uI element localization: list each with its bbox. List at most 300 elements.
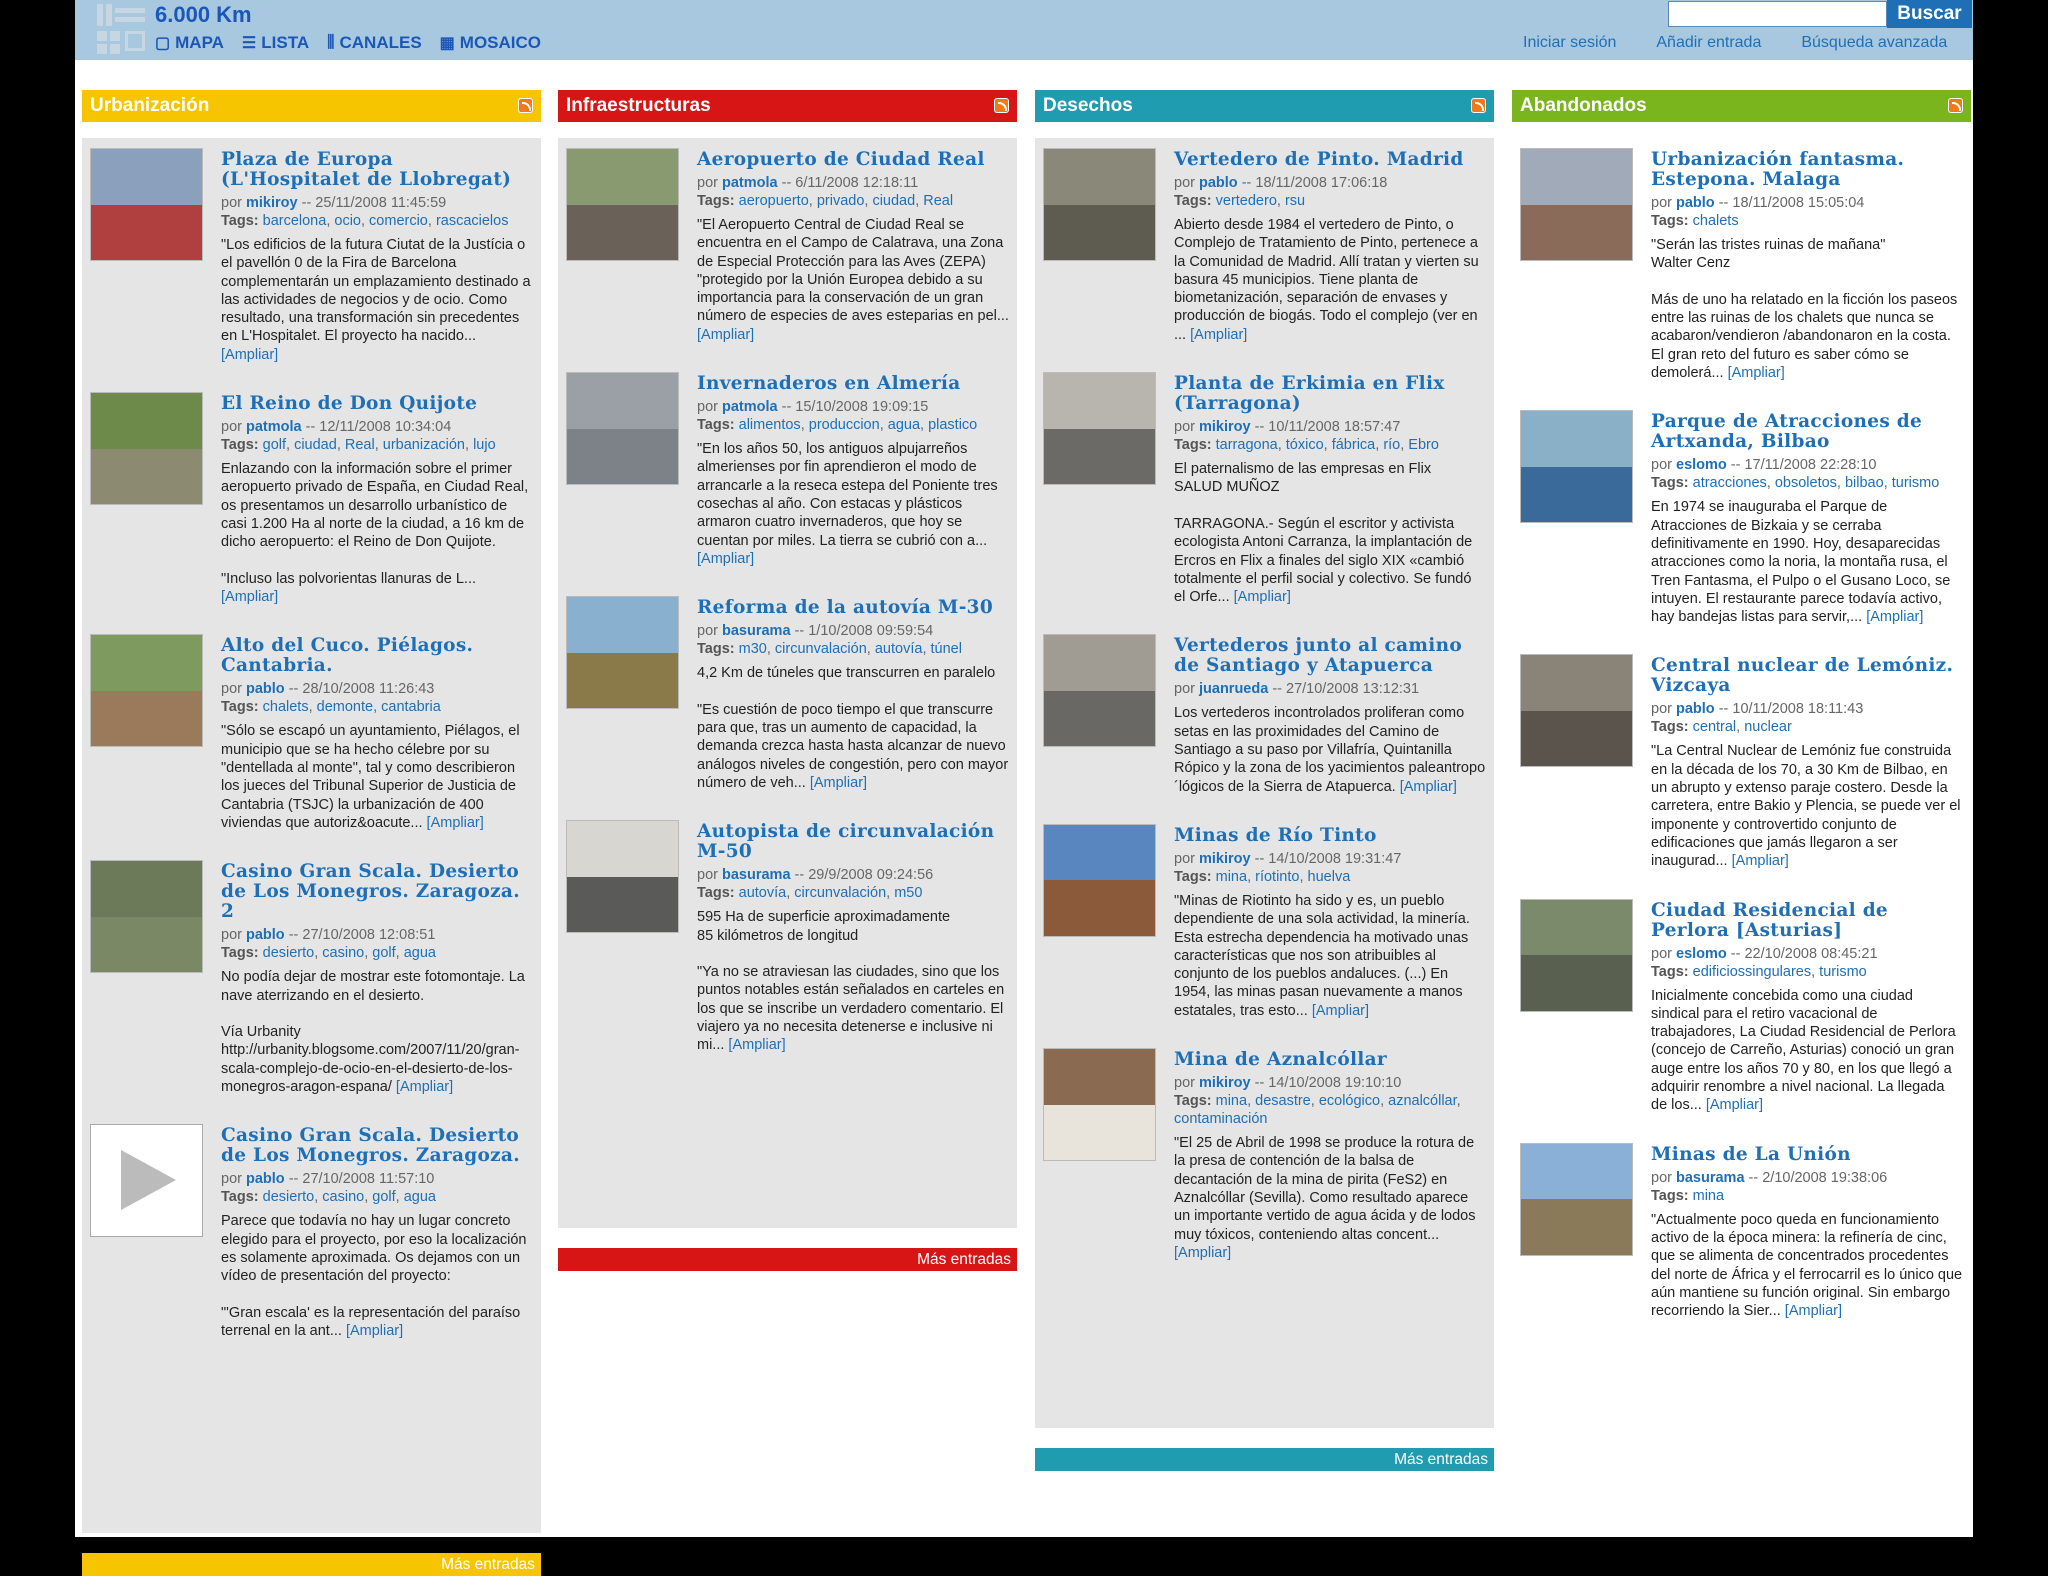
entry-author[interactable]: eslomo [1676, 457, 1727, 474]
tag-link[interactable]: fábrica [1331, 437, 1376, 454]
read-more-link[interactable]: [Ampliar] [1190, 326, 1248, 343]
read-more-link[interactable]: [Ampliar] [1731, 853, 1789, 870]
tag-link[interactable]: urbanización [382, 437, 465, 454]
entry-by-label: por [697, 623, 722, 640]
logo-icon[interactable] [97, 4, 147, 54]
entry-meta [1174, 418, 1486, 436]
entry-tags: Tags: mina, ríotinto, huelva [1174, 868, 1351, 885]
tag-link[interactable]: Ebro [1408, 437, 1439, 454]
entry-title[interactable]: Vertedero de Pinto. Madrid [1174, 149, 1464, 170]
entry-summary: No podía dejar de mostrar este fotomontaje. La nave aterrizando en el desierto. Vía Urbanity http://urbanity.blogsome.com/2007/11/20/gran-scala-complejo-de-ocio-en-el-desierto-de-los-monegros-aragon-espana/ [Ampliar] [221, 969, 525, 1096]
tag-link[interactable]: chalets [262, 699, 309, 716]
entry-date: -- 27/10/2008 11:57:10 [284, 1171, 435, 1188]
tags-label: Tags: [1174, 1093, 1216, 1110]
entry-summary: 4,2 Km de túneles que transcurren en paralelo "Es cuestión de poco tiempo el que transcurre para que, tras un aumento de capacidad, la demanda crezca hasta hasta alcanzar de nuevo análogos niveles de congestión, pero con mayor número de veh... [Ampliar] [697, 665, 1009, 791]
read-more-link[interactable]: [Ampliar] [345, 1323, 404, 1340]
tag-link[interactable]: autovía [874, 641, 923, 658]
thumbnail-image-top [1521, 655, 1632, 711]
entry-by-label: por [221, 927, 246, 944]
channel-header[interactable] [558, 90, 1017, 122]
entry-title[interactable]: Casino Gran Scala. Desierto de Los Monegros. Zaragoza. [221, 1125, 520, 1167]
read-more-link[interactable]: [Ampliar] [221, 346, 279, 363]
rss-icon[interactable] [994, 98, 1009, 113]
entry-title[interactable]: Invernaderos en Almería [697, 373, 961, 395]
tag-link[interactable]: nuclear [1744, 719, 1792, 736]
entry-date: -- 17/11/2008 22:28:10 [1726, 457, 1877, 474]
read-more-link[interactable]: [Ampliar] [697, 550, 755, 567]
read-more-link[interactable]: [Ampliar] [1705, 1097, 1764, 1114]
tag-link[interactable]: ríotinto [1255, 868, 1300, 885]
view-channels-link[interactable]: ⫼ CANALES [327, 33, 422, 52]
thumbnail-image-bottom [1044, 1105, 1155, 1161]
tags-label: Tags: [697, 885, 739, 902]
entry-author[interactable]: pablo [1676, 701, 1715, 718]
site-title[interactable]: 6.000 Km [155, 2, 252, 27]
channel-column [82, 90, 541, 1576]
tag-link[interactable]: rsu [1284, 193, 1306, 209]
thumbnail-image-top [91, 635, 202, 691]
tag-link[interactable]: atracciones [1692, 475, 1767, 492]
entry-title[interactable]: Casino Gran Scala. Desierto de Los Monegros. Zaragoza. 2 [221, 861, 520, 923]
tag-link[interactable]: privado [816, 193, 865, 209]
tag-link[interactable]: casino [322, 1189, 365, 1206]
entry-text [1174, 1048, 1486, 1262]
entry-date: -- 10/11/2008 18:11:43 [1714, 701, 1864, 718]
channel-column [558, 90, 1017, 1271]
tag-link[interactable]: río [1383, 437, 1401, 454]
entry-text [697, 148, 1009, 344]
entry-date: -- 1/10/2008 09:59:54 [790, 623, 934, 640]
read-more-link[interactable]: [Ampliar] [1784, 1303, 1843, 1320]
top-links [1523, 34, 1947, 52]
entry-item [1043, 824, 1486, 1020]
tag-link[interactable]: desierto [262, 945, 315, 962]
thumbnail-image-bottom [1521, 711, 1632, 767]
channel-title[interactable]: Abandonados [1520, 95, 1647, 116]
entry-date: -- 28/10/2008 11:26:43 [284, 681, 435, 698]
entry-thumbnail[interactable] [1043, 1048, 1156, 1161]
tag-link[interactable]: edificiossingulares [1692, 963, 1812, 980]
entry-by-label: por [697, 175, 722, 191]
tag-link[interactable]: plastico [928, 417, 978, 434]
tag-link[interactable]: m50 [894, 885, 923, 902]
entry-date: -- 15/10/2008 19:09:15 [777, 399, 929, 416]
tag-link[interactable]: desierto [262, 1189, 315, 1206]
entry-thumbnail[interactable] [566, 820, 679, 933]
entry-author[interactable]: pablo [1199, 175, 1238, 191]
tag-link[interactable]: barcelona [262, 213, 327, 229]
entry-by-label: por [221, 1171, 246, 1188]
entry-author[interactable]: pablo [246, 681, 285, 698]
entry-item [90, 392, 533, 606]
channel-title[interactable]: Desechos [1043, 95, 1133, 116]
entry-title[interactable]: Mina de Aznalcóllar [1174, 1049, 1387, 1071]
entry-date: -- 27/10/2008 13:12:31 [1268, 681, 1420, 698]
entry-by-label: por [221, 195, 246, 211]
search-button[interactable]: Buscar [1887, 0, 1972, 28]
tag-link[interactable]: aeropuerto [738, 193, 809, 209]
view-map-link[interactable]: ▢ MAPA [155, 33, 224, 52]
tags-label: Tags: [697, 417, 739, 434]
entry-thumbnail[interactable] [1520, 1143, 1633, 1256]
read-more-link[interactable]: [Ampliar] [1399, 778, 1457, 795]
entry-date: -- 14/10/2008 19:31:47 [1250, 850, 1402, 867]
entry-author[interactable]: pablo [1676, 195, 1715, 211]
tag-link[interactable]: cantabria [381, 699, 441, 716]
entry-text [1651, 148, 1963, 382]
tag-link[interactable]: circunvalación [774, 641, 867, 658]
columns-icon: ⫼ [327, 34, 335, 51]
tag-link[interactable]: rascacielos [435, 213, 509, 229]
entry-summary: "Los edificios de la futura Ciutat de la Justícia o el pavellón 0 de la Fira de Barcelona complementarán un emplazamiento destinado a las actividades de negocios y de ocio. Como resultado, una transformación sin precedentes en L'Hospitalet. El proyecto ha nacido... [Ampliar] [221, 237, 531, 363]
entry-summary: "El 25 de Abril de 1998 se produce la rotura de la presa de contención de la balsa de decantación de la mina de pirita (FeS2) en Aznalcóllar (Sevilla). Como resultado aparece un importante vertido de agua ácida y de lodos muy tóxicos, conteniendo altas concent... [Ampliar] [1174, 1135, 1476, 1261]
entry-author[interactable]: basurama [1676, 1169, 1745, 1186]
login-link[interactable]: Iniciar sesión [1523, 34, 1617, 51]
entry-meta [221, 418, 533, 436]
tag-link[interactable]: m30 [738, 641, 767, 658]
entry-text [1174, 372, 1486, 606]
channel-header[interactable] [1512, 90, 1971, 122]
read-more-link[interactable]: [Ampliar] [1727, 365, 1785, 382]
entry-meta [1651, 194, 1963, 212]
entry-text [221, 148, 533, 364]
entry-author[interactable]: mikiroy [1199, 419, 1251, 436]
entry-author[interactable]: juanrueda [1199, 681, 1269, 698]
entry-item [566, 820, 1009, 1054]
tag-link[interactable]: Real [923, 193, 954, 209]
entry-thumbnail[interactable] [566, 372, 679, 485]
entry-author[interactable]: basurama [722, 623, 791, 640]
entry-item [90, 148, 533, 364]
entry-date: -- 18/11/2008 17:06:18 [1237, 175, 1388, 191]
entry-meta [697, 398, 1009, 416]
entry-item [1520, 410, 1963, 626]
entry-summary: "Serán las tristes ruinas de mañana" Walter Cenz Más de uno ha relatado en la ficción los paseos entre las ruinas de los chalets que nunca se acabaron/vendieron /abandonaron en la costa. El gran reto del futuro es saber cómo se demolerá... [Ampliar] [1651, 237, 1958, 382]
entry-text [1651, 654, 1963, 870]
entry-thumbnail[interactable] [1043, 824, 1156, 937]
entry-summary: "La Central Nuclear de Lemóniz fue construida en la década de los 70, a 30 Km de Bilbao, en un abrupto y extenso paraje costero. Desde la carretera, entre Bakio y Plencia, se puede ver el imponente y controvertido conjunto de edificaciones que jamás llegaron a ser inaugurad... [Ampliar] [1651, 743, 1961, 870]
entry-title[interactable]: Minas de Río Tinto [1174, 824, 1377, 846]
entry-item [1043, 148, 1486, 344]
entry-author[interactable]: basurama [722, 867, 791, 884]
tag-link[interactable]: chalets [1692, 213, 1739, 229]
tag-link[interactable]: contaminación [1174, 1111, 1268, 1128]
entry-author[interactable]: eslomo [1676, 945, 1727, 962]
entry-meta [221, 680, 533, 698]
view-list-link[interactable]: ☰ LISTA [241, 33, 310, 52]
entry-text [1651, 410, 1963, 626]
tag-link[interactable]: ocio [334, 213, 361, 229]
read-more-link[interactable]: [Ampliar] [1311, 1002, 1370, 1019]
entry-title[interactable]: Minas de La Unión [1651, 1143, 1851, 1165]
tag-link[interactable]: produccion [808, 417, 880, 434]
tag-link[interactable]: huelva [1307, 868, 1351, 885]
tag-link[interactable]: desastre [1255, 1093, 1311, 1110]
entry-title[interactable]: Planta de Erkimia en Flix (Tarragona) [1174, 373, 1445, 415]
tags-label: Tags: [1651, 213, 1693, 229]
entry-item [1520, 148, 1963, 382]
read-more-link[interactable]: [Ampliar] [395, 1079, 454, 1096]
thumbnail-image-top [1044, 373, 1155, 429]
channel-header[interactable] [82, 90, 541, 122]
entry-by-label: por [697, 867, 722, 884]
entry-summary: Inicialmente concebida como una ciudad sindical para el retiro vacacional de trabajadores, La Ciudad Residencial de Perlora (concejo de Carreño, Asturias) conoció un gran auge entre los años 70 y 80, en los que llegó a adquirir renombre a nivel nacional. La llegada de los... [Ampliar] [1651, 987, 1956, 1114]
tag-link[interactable]: turismo [1891, 475, 1940, 492]
entry-text [1174, 634, 1486, 795]
tag-link[interactable]: aznalcóllar [1388, 1093, 1457, 1110]
entry-tags: Tags: golf, ciudad, Real, urbanización, lujo [221, 437, 496, 454]
entry-title[interactable]: Ciudad Residencial de Perlora [Asturias] [1651, 899, 1888, 941]
tag-link[interactable]: tóxico [1285, 437, 1324, 454]
tags-label: Tags: [1651, 1187, 1693, 1204]
entry-summary: En 1974 se inauguraba el Parque de Atracciones de Bizkaia y se cerraba definitivamente en 1990. Hoy, desaparecidas atracciones como la noria, la montaña rusa, el Tren Fantasma, el Pulpo o el Gusano Loco, se intuyen. El restaurante parece todavía activo, hay bandejas listas para servir,... [Ampliar] [1651, 499, 1951, 626]
tag-link[interactable]: túnel [930, 641, 962, 658]
entry-thumbnail[interactable] [566, 148, 679, 261]
thumbnail-image-bottom [567, 429, 678, 485]
entry-by-label: por [221, 419, 246, 436]
tag-link[interactable]: agua [887, 417, 921, 434]
entry-tags: Tags: atracciones, obsoletos, bilbao, turismo [1651, 475, 1940, 492]
tag-link[interactable]: turismo [1819, 963, 1867, 980]
tags-label: Tags: [697, 641, 739, 658]
entry-title[interactable]: El Reino de Don Quijote [221, 393, 478, 415]
channel-title[interactable]: Infraestructuras [566, 95, 711, 116]
video-thumbnail[interactable] [90, 1124, 203, 1237]
thumbnail-image-top [1521, 149, 1632, 205]
entry-text [221, 860, 533, 1096]
tag-link[interactable]: mina [1215, 868, 1248, 885]
entry-title[interactable]: Aeropuerto de Ciudad Real [697, 149, 985, 170]
tag-link[interactable]: alimentos [738, 417, 801, 434]
entry-title[interactable]: Alto del Cuco. Piélagos. Cantabria. [221, 635, 474, 677]
tag-link[interactable]: ciudad [872, 193, 916, 209]
entry-author[interactable]: pablo [246, 927, 285, 944]
entry-author[interactable]: patmola [722, 175, 778, 191]
entry-author[interactable]: patmola [246, 419, 302, 436]
rss-icon[interactable] [1948, 98, 1963, 113]
tags-label: Tags: [221, 213, 263, 229]
entry-by-label: por [1651, 195, 1676, 211]
tag-link[interactable]: agua [403, 1189, 436, 1206]
entry-meta [697, 174, 1009, 192]
tag-link[interactable]: demonte [316, 699, 374, 716]
entry-thumbnail[interactable] [90, 392, 203, 505]
entry-by-label: por [1651, 701, 1676, 718]
entry-item [1520, 899, 1963, 1115]
entry-thumbnail[interactable] [90, 148, 203, 261]
read-more-link[interactable]: [Ampliar] [1866, 609, 1924, 626]
entry-summary: El paternalismo de las empresas en Flix SALUD MUÑOZ TARRAGONA.- Según el escritor y activista ecologista Antoni Carranza, la implantación de Ercros en Flix a finales del siglo XIX «cambió totalmente el perfil social y colectivo. Se fundó el Orfe... [Ampliar] [1174, 461, 1473, 606]
entry-meta [221, 926, 533, 944]
tag-link[interactable]: agua [403, 945, 436, 962]
more-entries-link[interactable]: Más entradas [1035, 1448, 1494, 1471]
advanced-search-link[interactable]: Búsqueda avanzada [1801, 34, 1948, 51]
entry-author[interactable]: pablo [246, 1171, 285, 1188]
channel-header[interactable] [1035, 90, 1494, 122]
tag-link[interactable]: casino [322, 945, 365, 962]
entry-tags: Tags: vertedero, rsu [1174, 193, 1306, 209]
square-icon: ▢ [155, 35, 171, 52]
tags-label: Tags: [1174, 193, 1216, 209]
entry-tags: Tags: autovía, circunvalación, m50 [697, 885, 923, 902]
tag-link[interactable]: ciudad [294, 437, 337, 454]
entry-summary: Parece que todavía no hay un lugar concreto elegido para el proyecto, por eso la localización es solamente aproximada. Os dejamos con un vídeo de presentación del proyecto: "'Gran escala' es la representación del paraíso terrenal en la ant... [Ampliar] [221, 1213, 527, 1340]
entry-date: -- 27/10/2008 12:08:51 [284, 927, 436, 944]
tags-label: Tags: [221, 1189, 263, 1206]
add-entry-link[interactable]: Añadir entrada [1656, 34, 1762, 51]
read-more-link[interactable]: [Ampliar] [1174, 1244, 1232, 1261]
entry-thumbnail[interactable] [1520, 410, 1633, 523]
entry-tags: Tags: tarragona, tóxico, fábrica, río, Ebro [1174, 437, 1439, 454]
channel-entries [82, 138, 541, 1533]
entry-meta [1174, 174, 1486, 192]
entry-author[interactable]: mikiroy [246, 195, 298, 211]
thumbnail-image-top [1044, 825, 1155, 881]
tag-link[interactable]: lujo [473, 437, 496, 454]
thumbnail-image-top [1521, 900, 1632, 956]
tags-label: Tags: [221, 945, 263, 962]
tags-label: Tags: [697, 193, 739, 209]
tag-link[interactable]: obsoletos [1774, 475, 1837, 492]
entry-by-label: por [221, 681, 246, 698]
thumbnail-image-bottom [91, 691, 202, 747]
tag-link[interactable]: Real [344, 437, 375, 454]
entry-thumbnail[interactable] [90, 634, 203, 747]
entry-text [697, 372, 1009, 568]
entry-thumbnail[interactable] [1520, 148, 1633, 261]
tag-link[interactable]: golf [262, 437, 287, 454]
read-more-link[interactable]: [Ampliar] [221, 589, 279, 606]
tag-link[interactable]: golf [372, 1189, 396, 1206]
entry-title[interactable]: Reforma de la autovía M-30 [697, 597, 994, 619]
read-more-link[interactable]: [Ampliar] [809, 774, 868, 791]
thumbnail-image-top [567, 373, 678, 429]
thumbnail-image-bottom [91, 449, 202, 505]
entry-item [90, 1124, 533, 1340]
entry-meta [697, 622, 1009, 640]
entry-date: -- 18/11/2008 15:05:04 [1714, 195, 1865, 211]
channel-entries [1512, 138, 1971, 1330]
tag-link[interactable]: golf [372, 945, 396, 962]
entry-by-label: por [1174, 1075, 1199, 1092]
tag-link[interactable]: mina [1215, 1093, 1248, 1110]
tags-label: Tags: [1174, 437, 1216, 454]
entry-title[interactable]: Urbanización fantasma. Estepona. Malaga [1651, 149, 1905, 190]
tag-link[interactable]: mina [1692, 1187, 1725, 1204]
tag-link[interactable]: comercio [369, 213, 428, 229]
more-entries-link[interactable]: Más entradas [82, 1553, 541, 1576]
entry-meta [1174, 680, 1486, 698]
tag-link[interactable]: bilbao [1844, 475, 1884, 492]
tag-link[interactable]: ecológico [1318, 1093, 1381, 1110]
entry-thumbnail[interactable] [1520, 654, 1633, 767]
entry-title[interactable]: Autopista de circunvalación M-50 [697, 821, 995, 863]
tags-label: Tags: [221, 699, 263, 716]
thumbnail-image-bottom [1521, 1199, 1632, 1255]
entry-title[interactable]: Central nuclear de Lemóniz. Vizcaya [1651, 655, 1954, 697]
entry-meta [221, 1170, 533, 1188]
entry-item [566, 372, 1009, 568]
channel-column [1035, 90, 1494, 1471]
read-more-link[interactable]: [Ampliar] [1233, 589, 1291, 606]
entry-date: -- 22/10/2008 08:45:21 [1726, 945, 1878, 962]
entry-tags: Tags: alimentos, produccion, agua, plastico [697, 417, 978, 434]
entry-item [90, 860, 533, 1096]
entry-item [90, 634, 533, 832]
entry-text [1174, 824, 1486, 1020]
entry-meta [1174, 1074, 1486, 1092]
entry-summary: "El Aeropuerto Central de Ciudad Real se encuentra en el Campo de Calatrava, una Zona de Especial Protección para las Aves (ZEPA) "protegido por la Unión Europea debido a su importancia para la conservación de un gran número de especies de aves esteparias en pel... [Ampliar] [697, 217, 1009, 343]
entry-thumbnail[interactable] [1043, 634, 1156, 747]
entry-thumbnail[interactable] [1520, 899, 1633, 1012]
page [75, 0, 1973, 1573]
entry-thumbnail[interactable] [90, 860, 203, 973]
entry-item [566, 596, 1009, 792]
search-input[interactable] [1668, 1, 1887, 27]
entry-date: -- 29/9/2008 09:24:56 [790, 867, 934, 884]
entry-tags: Tags: chalets, demonte, cantabria [221, 699, 441, 716]
view-mosaic-link[interactable]: ▦ MOSAICO [439, 33, 542, 52]
tag-link[interactable]: autovía [738, 885, 787, 902]
entry-by-label: por [1174, 681, 1199, 698]
thumbnail-image-top [567, 821, 678, 877]
entry-item [1520, 1143, 1963, 1321]
channel-title[interactable]: Urbanización [90, 95, 210, 116]
channel-column [1512, 90, 1971, 1330]
thumbnail-image-bottom [91, 205, 202, 261]
entry-by-label: por [1651, 945, 1676, 962]
entry-title[interactable]: Plaza de Europa (L'Hospitalet de Llobregat) [221, 149, 512, 190]
thumbnail-image-bottom [1521, 955, 1632, 1011]
tag-link[interactable]: circunvalación [794, 885, 887, 902]
entry-summary: "Minas de Riotinto ha sido y es, un pueblo dependiente de una sola actividad, la minería. Esta estrecha dependencia ha motivado unas características que nos son atribuibles al conjunto de los pueblos andaluces. (...) En 1954, las minas pasan nuevamente a manos estatales, tras esto... [Ampliar] [1174, 892, 1470, 1019]
entry-meta [221, 194, 533, 212]
top-bar [75, 0, 1973, 60]
tag-link[interactable]: vertedero [1215, 193, 1277, 209]
more-entries-link[interactable]: Más entradas [558, 1248, 1017, 1271]
entry-title[interactable]: Vertederos junto al camino de Santiago y Atapuerca [1174, 635, 1462, 677]
entry-title[interactable]: Parque de Atracciones de Artxanda, Bilbao [1651, 411, 1923, 453]
entry-summary: "Sólo se escapó un ayuntamiento, Piélagos, el municipio que se ha hecho célebre por su "dentellada al monte", tal y como describieron los jueces del Tribunal Superior de Justicia de Cantabria (TSJC) la urbanización de 400 viviendas que autoriz&oacute... [Ampliar] [221, 723, 520, 831]
thumbnail-image-top [1044, 635, 1155, 691]
entry-by-label: por [1174, 850, 1199, 867]
read-more-link[interactable]: [Ampliar] [697, 326, 755, 343]
entry-text [1651, 1143, 1963, 1321]
tags-label: Tags: [1651, 719, 1693, 736]
entry-tags [1651, 1187, 1963, 1205]
rss-icon[interactable] [518, 98, 533, 113]
tag-link[interactable]: tarragona [1215, 437, 1278, 454]
entry-item [1043, 1048, 1486, 1262]
entry-text [1651, 899, 1963, 1115]
tag-link[interactable]: central [1692, 719, 1737, 736]
thumbnail-image-top [91, 149, 202, 205]
entry-thumbnail[interactable] [1043, 372, 1156, 485]
entry-thumbnail[interactable] [566, 596, 679, 709]
read-more-link[interactable]: [Ampliar] [728, 1037, 786, 1054]
entry-thumbnail[interactable] [1043, 148, 1156, 261]
thumbnail-image-top [1044, 149, 1155, 205]
channel-entries [558, 138, 1017, 1228]
thumbnail-image-top [567, 149, 678, 205]
entry-author[interactable]: patmola [722, 399, 778, 416]
read-more-link[interactable]: [Ampliar] [426, 814, 484, 831]
entry-author[interactable]: mikiroy [1199, 850, 1251, 867]
entry-text [697, 820, 1009, 1054]
rss-icon[interactable] [1471, 98, 1486, 113]
entry-summary: Enlazando con la información sobre el primer aeropuerto privado de España, en Ciudad Real, os presentamos un desarrollo urbanístico de casi 1.200 Ha al norte de la ciudad, a 16 km de dicho aeropuerto: el Reino de Don Quijote. "Incluso las polvorientas llanuras de L... [Ampliar] [221, 461, 529, 606]
entry-author[interactable]: mikiroy [1199, 1075, 1251, 1092]
